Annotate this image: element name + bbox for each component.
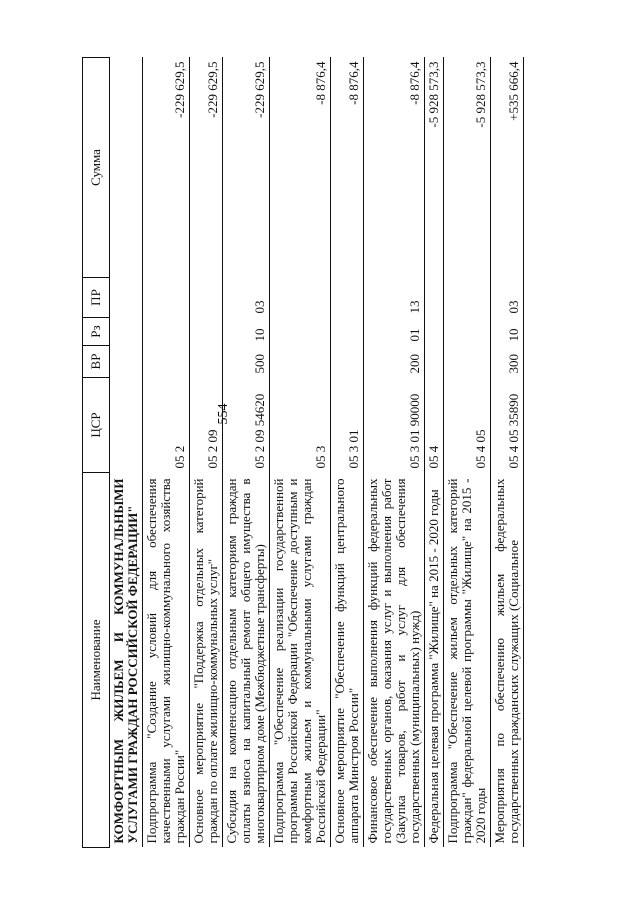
table-header-row <box>83 58 110 848</box>
table-row <box>110 58 143 848</box>
row-pr <box>110 278 143 318</box>
row-vr <box>110 346 143 378</box>
header-rz: Рз <box>83 318 110 346</box>
row-sum: -5 928 573,3 <box>444 58 491 278</box>
row-sum: -8 876,4 <box>331 58 364 278</box>
row-rz <box>425 318 444 346</box>
row-pr <box>331 278 364 318</box>
row-csr <box>110 378 143 473</box>
table-row <box>444 58 491 848</box>
row-name: Основное мероприятие "Поддержка отдельных категорий граждан по оплате жилищно-коммунальных услуг" <box>190 473 223 848</box>
row-vr: 200 <box>364 346 425 378</box>
row-vr <box>331 346 364 378</box>
row-csr: 05 2 09 <box>190 378 223 473</box>
row-sum: -8 876,4 <box>270 58 331 278</box>
budget-table <box>82 57 524 848</box>
row-sum: -229 629,5 <box>190 58 223 278</box>
row-csr: 05 2 <box>143 378 190 473</box>
row-csr: 05 3 01 <box>331 378 364 473</box>
row-rz <box>270 318 331 346</box>
row-csr: 05 2 09 54620 <box>223 378 270 473</box>
table-row <box>270 58 331 848</box>
row-name: КОМФОРТНЫМ ЖИЛЬЕМ И КОММУНАЛЬНЫМИ УСЛУГАМИ ГРАЖДАН РОССИЙСКОЙ ФЕДЕРАЦИИ" <box>110 473 143 848</box>
row-name: Подпрограмма "Создание условий для обеспечения качественными услугами жилищно-коммунального хозяйства граждан России" <box>143 473 190 848</box>
row-name: Подпрограмма "Обеспечение жильем отдельных категорий граждан" федеральной целевой программы "Жилище" на 2015 - 2020 годы <box>444 473 491 848</box>
row-name: Мероприятия по обеспечению жильем федеральных государственных гражданских служащих (Социальное <box>491 473 524 848</box>
row-rz: 10 <box>223 318 270 346</box>
row-rz <box>331 318 364 346</box>
row-vr <box>425 346 444 378</box>
table-row <box>190 58 223 848</box>
row-name: Субсидия на компенсацию отдельным категориям граждан оплаты взноса на капитальный ремонт общего имущества в многоквартирном доме (Межбюджетные трансферты) <box>223 473 270 848</box>
row-sum: +535 666,4 <box>491 58 524 278</box>
row-sum: -8 876,4 <box>364 58 425 278</box>
row-name: Подпрограмма "Обеспечение реализации государственной программы Российской Федерации "Обеспечение доступным и комфортным жильем и коммунальными услугами граждан Российской Федерации" <box>270 473 331 848</box>
row-rz <box>143 318 190 346</box>
row-rz: 10 <box>491 318 524 346</box>
row-vr <box>444 346 491 378</box>
table-row <box>491 58 524 848</box>
table-row <box>364 58 425 848</box>
row-name: Федеральная целевая программа "Жилище" на 2015 - 2020 годы <box>425 473 444 848</box>
table-row <box>425 58 444 848</box>
row-pr <box>425 278 444 318</box>
row-pr: 03 <box>223 278 270 318</box>
table-row <box>223 58 270 848</box>
header-csr: ЦСР <box>83 378 110 473</box>
row-pr <box>444 278 491 318</box>
row-csr: 05 4 <box>425 378 444 473</box>
row-vr: 300 <box>491 346 524 378</box>
row-sum: -229 629,5 <box>223 58 270 278</box>
header-sum: Сумма <box>83 58 110 278</box>
table-row <box>331 58 364 848</box>
row-vr <box>143 346 190 378</box>
row-name: Основное мероприятие "Обеспечение функций центрального аппарата Минстроя России" <box>331 473 364 848</box>
row-pr: 13 <box>364 278 425 318</box>
row-rz: 01 <box>364 318 425 346</box>
row-vr <box>270 346 331 378</box>
row-sum: -5 928 573,3 <box>425 58 444 278</box>
row-csr: 05 3 <box>270 378 331 473</box>
row-rz <box>190 318 223 346</box>
row-pr <box>190 278 223 318</box>
rotated-page-content <box>82 58 622 848</box>
page-number: 554 <box>216 403 231 425</box>
row-csr: 05 3 01 90000 <box>364 378 425 473</box>
row-vr <box>190 346 223 378</box>
header-pr: ПР <box>83 278 110 318</box>
row-csr: 05 4 05 <box>444 378 491 473</box>
row-vr: 500 <box>223 346 270 378</box>
row-pr: 03 <box>491 278 524 318</box>
table-row <box>143 58 190 848</box>
header-vr: ВР <box>83 346 110 378</box>
row-pr <box>143 278 190 318</box>
row-name: Финансовое обеспечение выполнения функций федеральных государственных органов, оказания услуг и выполнения работ (Закупка товаров, работ и услуг для обеспечения государственных (муниципальных) нужд) <box>364 473 425 848</box>
row-pr <box>270 278 331 318</box>
row-csr: 05 4 05 35890 <box>491 378 524 473</box>
row-sum: -229 629,5 <box>143 58 190 278</box>
row-rz <box>110 318 143 346</box>
row-sum <box>110 58 143 278</box>
row-rz <box>444 318 491 346</box>
header-name: Наименование <box>83 473 110 848</box>
